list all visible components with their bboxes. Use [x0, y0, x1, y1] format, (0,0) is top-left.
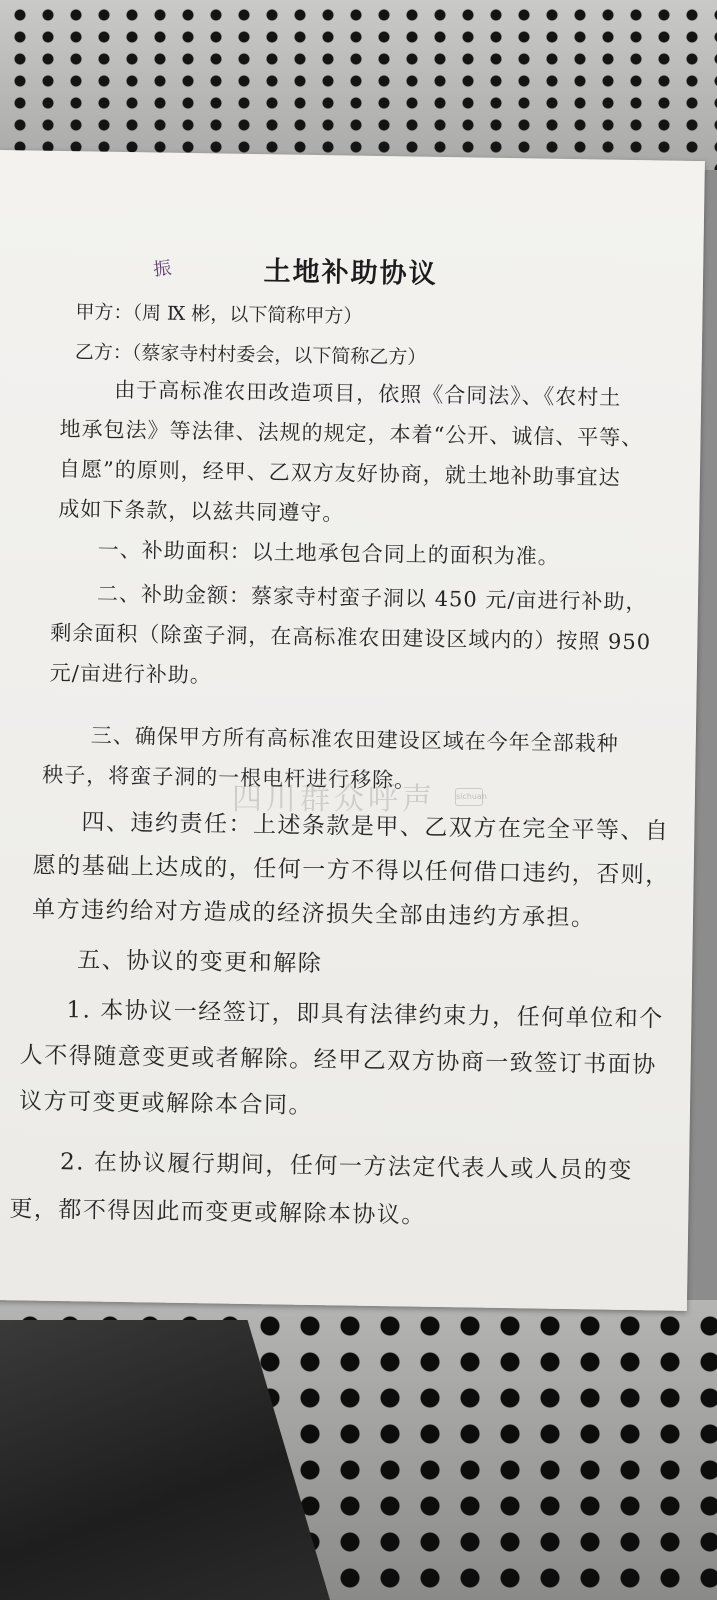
clause-5-2-line: 2. 在协议履行期间，任何一方法定代表人或人员的变	[59, 1149, 634, 1185]
preamble-line: 地承包法》等法律、法规的规定，本着“公开、诚信、平等、	[59, 416, 644, 451]
clause-5-heading: 五、协议的变更和解除	[77, 947, 323, 978]
perforated-metal-background-top	[0, 0, 717, 170]
party-b: 乙方：（蔡家寺村村委会，以下简称乙方）	[74, 341, 427, 369]
clause-5-1-line: 1. 本协议一经签订，即具有法律约束力，任何单位和个	[66, 997, 664, 1033]
document-title: 土地补助协议	[263, 256, 438, 290]
clause-5-1-line: 人不得随意变更或者解除。经甲乙双方协商一致签订书面协	[19, 1042, 657, 1079]
preamble-line: 成如下条款，以兹共同遵守。	[58, 496, 345, 526]
handwritten-correction: 振	[152, 257, 173, 281]
clause-3-line: 三、确保甲方所有高标准农田建设区域在今年全部栽种	[90, 723, 619, 756]
watermark-text: 四川群众呼声	[232, 782, 436, 817]
clause-2-line: 元/亩进行补助。	[49, 660, 213, 688]
clause-2-line: 剩余面积（除蛮子洞，在高标准农田建设区域内的）按照 950	[50, 620, 652, 655]
watermark-badge: sichuan	[455, 788, 483, 806]
preamble-line: 由于高标准农田改造项目，依照《合同法》、《农村土	[114, 377, 622, 410]
clause-2-line: 二、补助金额：蔡家寺村蛮子洞以 450 元/亩进行补助，	[96, 581, 648, 615]
clause-4-line: 单方违约给对方造成的经济损失全部由违约方承担。	[31, 896, 596, 932]
preamble-line: 自愿”的原则，经甲、乙双方友好协商，就土地补助事宜达	[58, 456, 621, 490]
clause-5-2-line: 更，都不得因此而变更或解除本协议。	[9, 1196, 427, 1229]
clause-5-1-line: 议方可变更或解除本合同。	[18, 1088, 314, 1120]
clause-1: 一、补助面积：以土地承包合同上的面积为准。	[97, 537, 560, 569]
clause-4-line: 四、违约责任：上述条款是甲、乙双方在完全平等、自	[81, 809, 670, 845]
party-a: 甲方：（周 Ⅸ 彬，以下简称甲方）	[75, 301, 363, 328]
agreement-paper	[0, 150, 705, 1311]
clause-3-line: 秧子，将蛮子洞的一根电杆进行移除。	[42, 762, 417, 793]
clause-4-line: 愿的基础上达成的，任何一方不得以任何借口违约，否则，	[32, 852, 670, 889]
